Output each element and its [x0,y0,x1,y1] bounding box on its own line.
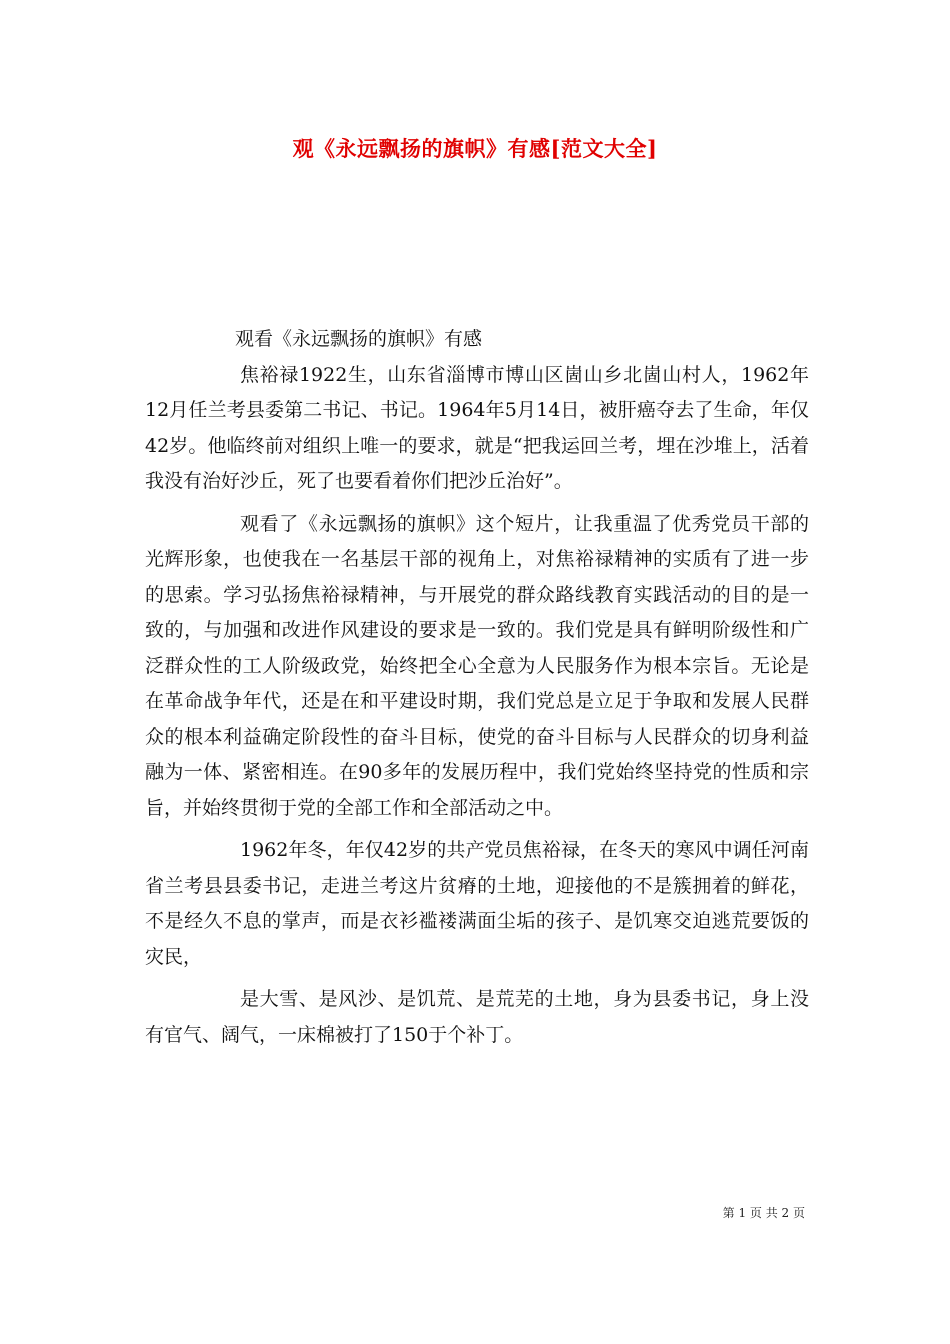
document-title: 观《永远飘扬的旗帜》有感[范文大全] [292,136,658,161]
paragraph: 焦裕禄1922生，山东省淄博市博山区崮山乡北崮山村人，1962年12月任兰考县委第二书记、书记。1964年5月14日，被肝癌夺去了生命，年仅42岁。他临终前对组织上唯一的要求，就是“把我运回兰考，埋在沙堆上，活着我没有治好沙丘，死了也要看着你们把沙丘治好”。 [145,363,809,492]
paragraph: 1962年冬，年仅42岁的共产党员焦裕禄，在冬天的寒风中调任河南省兰考县县委书记，走进兰考这片贫瘠的土地，迎接他的不是簇拥着的鲜花，不是经久不息的掌声，而是衣衫褴褛满面尘垢的孩子、是饥寒交迫逃荒要饭的灾民， [145,839,809,968]
paragraph: 是大雪、是风沙、是饥荒、是荒芜的土地，身为县委书记，身上没有官气、阔气，一床棉被打了150于个补丁。 [145,988,809,1046]
paragraph: 观看了《永远飘扬的旗帜》这个短片，让我重温了优秀党员干部的光辉形象，也使我在一名基层干部的视角上，对焦裕禄精神的实质有了进一步的思索。学习弘扬焦裕禄精神，与开展党的群众路线教育实践活动的目的是一致的，与加强和改进作风建设的要求是一致的。我们党是具有鲜明阶级性和广泛群众性的工人阶级政党，始终把全心全意为人民服务作为根本宗旨。无论是在革命战争年代，还是在和平建设时期，我们党总是立足于争取和发展人民群众的根本利益确定阶段性的奋斗目标，使党的奋斗目标与人民群众的切身利益融为一体、紧密相连。在90多年的发展历程中，我们党始终坚持党的性质和宗旨，并始终贯彻于党的全部工作和全部活动之中。 [145,512,809,819]
document-body [145,322,809,1053]
document-subtitle: 观看《永远飘扬的旗帜》有感 [235,328,483,350]
page-number-footer: 第 1 页 共 2 页 [722,1206,805,1220]
